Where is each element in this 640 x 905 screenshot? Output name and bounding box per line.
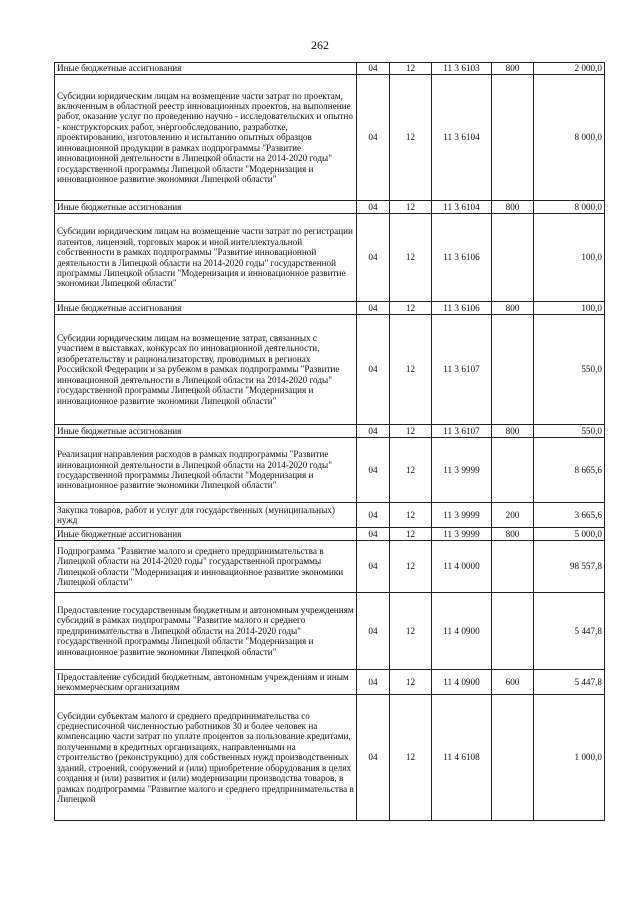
row-description: Субсидии субъектам малого и среднего предпринимательства со среднесписочной численностью работников 30 и более человек на компенсацию части затрат по уплате процентов за пользование кредитами, полученными в кредитных организациях, направленными на строительство (реконструкцию) для собственных нужд производственных зданий, строений, сооружений и (или) приобретение оборудования в целях создания и (или) развития и (или) модернизации производства товаров, в рамках подпрограммы "Развитие малого и среднего предпринимательства в Липецкой (55, 695, 357, 821)
row-expense-kind: 800 (492, 201, 534, 214)
row-description: Иные бюджетные ассигнования (55, 528, 357, 541)
table-row (55, 214, 605, 302)
row-description: Реализация направления расходов в рамках подпрограммы "Развитие инновационной деятельности в Липецкой области на 2014-2020 годы" государственной программы Липецкой области "Модернизация и инновационное развитие экономики Липецкой области" (55, 438, 357, 503)
row-amount: 1 000,0 (534, 695, 605, 821)
row-section: 04 (357, 695, 390, 821)
row-target-article: 11 3 9999 (432, 528, 492, 541)
row-section: 04 (357, 425, 390, 438)
row-description: Иные бюджетные ассигнования (55, 63, 357, 75)
row-target-article: 11 3 6103 (432, 63, 492, 75)
row-subsection: 12 (390, 75, 432, 201)
row-target-article: 11 4 0900 (432, 593, 492, 670)
row-subsection: 12 (390, 528, 432, 541)
table-row (55, 593, 605, 670)
table-row (55, 302, 605, 315)
row-expense-kind: 200 (492, 503, 534, 528)
row-description: Субсидии юридическим лицам на возмещение затрат, связанных с участием в выставках, конкурсах по инновационной деятельности, изобретательству и рационализаторству, проводимых в регионах Российской Федерации и за рубежом в рамках подпрограммы "Развитие инновационной деятельности в Липецкой области на 2014-2020 годы" государственной программы Липецкой области "Модернизация и инновационное развитие экономики Липецкой области" (55, 315, 357, 425)
table-row (55, 201, 605, 214)
table-row (55, 695, 605, 821)
row-expense-kind (492, 541, 534, 593)
row-subsection: 12 (390, 302, 432, 315)
row-expense-kind (492, 438, 534, 503)
row-target-article: 11 3 9999 (432, 438, 492, 503)
row-section: 04 (357, 201, 390, 214)
row-description: Субсидии юридическим лицам на возмещение части затрат по проектам, включенным в областной реестр инновационных проектов, на выполнение работ, оказание услуг по проведению научно - исследовательских и опытно - конструкторских работ, энергообследованию, разработке, проектированию, изготовлению и испытанию опытных образцов инновационной продукции в рамках подпрограммы "Развитие инновационной деятельности в Липецкой области на 2014-2020 годы" государственной программы Липецкой области "Модернизация и инновационное развитие экономики Липецкой области" (55, 75, 357, 201)
row-expense-kind (492, 214, 534, 302)
row-section: 04 (357, 214, 390, 302)
row-section: 04 (357, 528, 390, 541)
page-number: 262 (311, 38, 329, 52)
row-target-article: 11 3 6104 (432, 201, 492, 214)
table-row (55, 63, 605, 75)
row-expense-kind: 600 (492, 670, 534, 695)
row-amount: 100,0 (534, 214, 605, 302)
row-description: Предоставление субсидий бюджетным, автономным учреждениям и иным некоммерческим организациям (55, 670, 357, 695)
row-expense-kind: 800 (492, 302, 534, 315)
row-target-article: 11 4 0000 (432, 541, 492, 593)
row-expense-kind: 800 (492, 528, 534, 541)
row-description: Предоставление государственным бюджетным и автономным учреждениям субсидий в рамках подпрограммы "Развитие малого и среднего предпринимательства в Липецкой области на 2014-2020 годы" государственной программы Липецкой области "Модернизация и инновационное развитие экономики Липецкой области" (55, 593, 357, 670)
row-amount: 100,0 (534, 302, 605, 315)
row-subsection: 12 (390, 695, 432, 821)
row-expense-kind: 800 (492, 63, 534, 75)
row-description: Иные бюджетные ассигнования (55, 425, 357, 438)
row-amount: 3 665,6 (534, 503, 605, 528)
row-section: 04 (357, 75, 390, 201)
row-amount: 5 447,8 (534, 670, 605, 695)
row-description: Закупка товаров, работ и услуг для государственных (муниципальных) нужд (55, 503, 357, 528)
row-section: 04 (357, 541, 390, 593)
row-amount: 550,0 (534, 425, 605, 438)
table-row (55, 541, 605, 593)
row-amount: 98 557,8 (534, 541, 605, 593)
row-subsection: 12 (390, 214, 432, 302)
row-target-article: 11 3 6106 (432, 214, 492, 302)
row-description: Субсидии юридическим лицам на возмещение части затрат по регистрации патентов, лицензий, торговых марок и иной интеллектуальной собственности в рамках подпрограммы "Развитие инновационной деятельности в Липецкой области на 2014-2020 годы" государственной программы Липецкой области "Модернизация и инновационное развитие экономики Липецкой области" (55, 214, 357, 302)
table-row (55, 315, 605, 425)
table-row (55, 425, 605, 438)
row-amount: 8 000,0 (534, 75, 605, 201)
row-section: 04 (357, 438, 390, 503)
row-expense-kind (492, 75, 534, 201)
row-target-article: 11 3 9999 (432, 503, 492, 528)
row-expense-kind: 800 (492, 425, 534, 438)
row-expense-kind (492, 695, 534, 821)
row-target-article: 11 3 6106 (432, 302, 492, 315)
row-expense-kind (492, 593, 534, 670)
row-subsection: 12 (390, 438, 432, 503)
row-section: 04 (357, 315, 390, 425)
row-subsection: 12 (390, 670, 432, 695)
table-row (55, 438, 605, 503)
row-subsection: 12 (390, 201, 432, 214)
row-description: Иные бюджетные ассигнования (55, 302, 357, 315)
row-amount: 5 000,0 (534, 528, 605, 541)
table-row (55, 670, 605, 695)
row-expense-kind (492, 315, 534, 425)
row-target-article: 11 3 6107 (432, 425, 492, 438)
row-target-article: 11 3 6104 (432, 75, 492, 201)
row-section: 04 (357, 63, 390, 75)
row-section: 04 (357, 670, 390, 695)
row-target-article: 11 4 0900 (432, 670, 492, 695)
row-target-article: 11 4 6108 (432, 695, 492, 821)
row-description: Иные бюджетные ассигнования (55, 201, 357, 214)
row-subsection: 12 (390, 541, 432, 593)
row-amount: 8 000,0 (534, 201, 605, 214)
row-section: 04 (357, 302, 390, 315)
row-amount: 5 447,8 (534, 593, 605, 670)
row-subsection: 12 (390, 315, 432, 425)
row-amount: 2 000,0 (534, 63, 605, 75)
row-subsection: 12 (390, 503, 432, 528)
table-row (55, 503, 605, 528)
row-target-article: 11 3 6107 (432, 315, 492, 425)
row-amount: 550,0 (534, 315, 605, 425)
row-subsection: 12 (390, 593, 432, 670)
row-subsection: 12 (390, 425, 432, 438)
row-section: 04 (357, 593, 390, 670)
row-description: Подпрограмма "Развитие малого и среднего предпринимательства в Липецкой области на 2014-2020 годы" государственной программы Липецкой области "Модернизация и инновационное развитие экономики Липецкой области" (55, 541, 357, 593)
row-amount: 8 665,6 (534, 438, 605, 503)
budget-table (54, 62, 605, 821)
table-row (55, 75, 605, 201)
table-row (55, 528, 605, 541)
row-section: 04 (357, 503, 390, 528)
row-subsection: 12 (390, 63, 432, 75)
